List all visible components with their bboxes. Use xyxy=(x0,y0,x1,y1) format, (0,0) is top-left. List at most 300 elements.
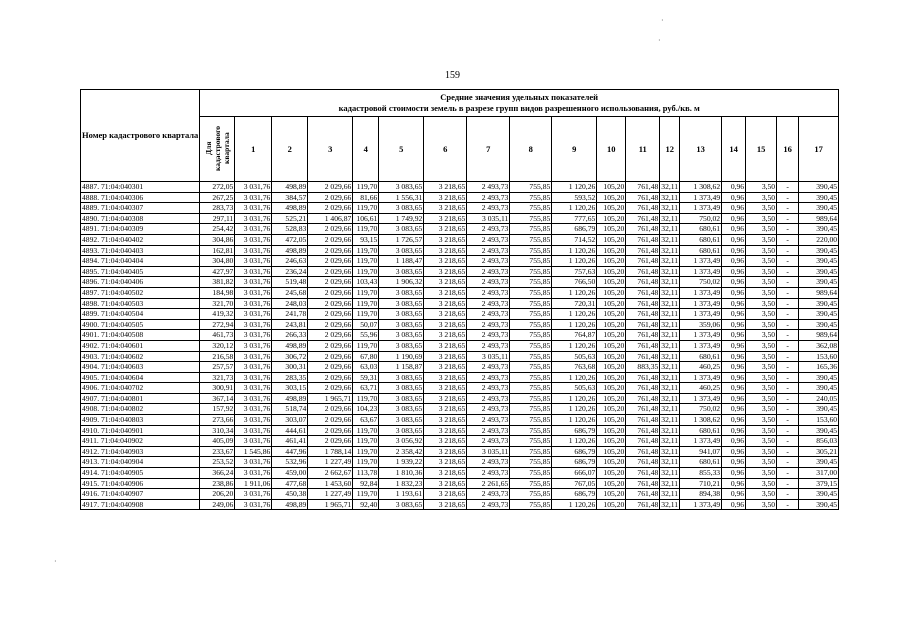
cell-group-4-value: 119,70 xyxy=(353,446,379,457)
cell-group-6-value: 3 218,65 xyxy=(424,234,467,245)
cell-group-2-value: 518,74 xyxy=(272,404,308,415)
cell-group-4-value: 119,70 xyxy=(353,245,379,256)
cell-group-1-value: 3 031,76 xyxy=(235,393,272,404)
cell-group-14-value: 0,96 xyxy=(722,478,746,489)
cell-group-2-value: 461,41 xyxy=(272,436,308,447)
cell-group-6-value: 3 218,65 xyxy=(424,182,467,193)
cell-kadastr-number: 4906. 71:04:040702 xyxy=(81,383,200,394)
cell-kadastr-number: 4895. 71:04:040405 xyxy=(81,266,200,277)
cell-group-3-value: 2 029,66 xyxy=(308,351,353,362)
cell-group-3-value: 2 029,66 xyxy=(308,298,353,309)
cell-group-8-value: 755,85 xyxy=(510,457,552,468)
cell-kadastr-number: 4907. 71:04:040801 xyxy=(81,393,200,404)
header-group-5: 5 xyxy=(379,117,424,182)
cell-group-6-value: 3 218,65 xyxy=(424,213,467,224)
cell-group-1-value: 3 031,76 xyxy=(235,182,272,193)
cell-group-8-value: 755,85 xyxy=(510,245,552,256)
cell-group-6-value: 3 218,65 xyxy=(424,287,467,298)
cell-group-14-value: 0,96 xyxy=(722,425,746,436)
cell-group-2-value: 472,05 xyxy=(272,234,308,245)
cell-group-9-value: 714,52 xyxy=(552,234,597,245)
cell-group-14-value: 0,96 xyxy=(722,245,746,256)
cell-group-13-value: 1 373,49 xyxy=(680,266,722,277)
cell-kvartal-value: 427,97 xyxy=(200,266,235,277)
cell-group-11-value: 761,48 xyxy=(626,234,660,245)
cell-group-13-value: 460,25 xyxy=(680,362,722,373)
cell-group-1-value: 3 031,76 xyxy=(235,457,272,468)
cell-group-15-value: 3,50 xyxy=(746,478,777,489)
cell-kvartal-value: 321,70 xyxy=(200,298,235,309)
header-group-13: 13 xyxy=(680,117,722,182)
cell-group-1-value: 3 031,76 xyxy=(235,192,272,203)
cell-group-9-value: 686,79 xyxy=(552,489,597,500)
cell-group-5-value: 3 083,65 xyxy=(379,224,424,235)
cell-group-5-value: 3 083,65 xyxy=(379,245,424,256)
cell-group-8-value: 755,85 xyxy=(510,383,552,394)
cell-group-14-value: 0,96 xyxy=(722,192,746,203)
cell-group-3-value: 1 406,87 xyxy=(308,213,353,224)
cell-group-9-value: 764,87 xyxy=(552,330,597,341)
cell-group-17-value: 390,45 xyxy=(799,182,839,193)
cell-group-3-value: 2 029,66 xyxy=(308,192,353,203)
cell-group-8-value: 755,85 xyxy=(510,478,552,489)
cell-group-1-value: 3 031,76 xyxy=(235,330,272,341)
cell-group-11-value: 761,48 xyxy=(626,404,660,415)
cell-group-15-value: 3,50 xyxy=(746,256,777,267)
cell-kadastr-number: 4901. 71:04:040508 xyxy=(81,330,200,341)
cell-group-7-value: 2 493,73 xyxy=(467,499,510,510)
cell-kadastr-number: 4888. 71:04:040306 xyxy=(81,192,200,203)
cell-group-16-value: - xyxy=(777,309,799,320)
table-row xyxy=(81,256,839,267)
cell-group-12-value: 32,11 xyxy=(661,362,679,372)
cell-kadastr-number: 4911. 71:04:040902 xyxy=(81,436,200,447)
table-row xyxy=(81,287,839,298)
cell-group-6-value: 3 218,65 xyxy=(424,436,467,447)
cell-kvartal-value: 366,24 xyxy=(200,468,235,479)
cell-group-15-value: 3,50 xyxy=(746,182,777,193)
cell-kadastr-number: 4914. 71:04:040905 xyxy=(81,468,200,479)
cell-group-2-value: 248,03 xyxy=(272,298,308,309)
header-main-title xyxy=(200,90,839,117)
cell-kvartal-value: 321,73 xyxy=(200,372,235,383)
cell-group-1-value: 3 031,76 xyxy=(235,224,272,235)
cell-group-16-value: - xyxy=(777,415,799,426)
cell-group-9-value: 1 120,26 xyxy=(552,436,597,447)
cell-group-6-value: 3 218,65 xyxy=(424,404,467,415)
cell-group-7-value: 2 493,73 xyxy=(467,330,510,341)
table-row xyxy=(81,468,839,479)
cell-group-5-value: 3 083,65 xyxy=(379,393,424,404)
cell-group-8-value: 755,85 xyxy=(510,277,552,288)
cell-kvartal-value: 304,80 xyxy=(200,256,235,267)
cell-group-10-value: 105,20 xyxy=(597,224,626,235)
cell-group-6-value: 3 218,65 xyxy=(424,351,467,362)
cell-group-2-value: 241,78 xyxy=(272,309,308,320)
cell-group-4-value: 119,70 xyxy=(353,393,379,404)
cell-group-16-value: - xyxy=(777,499,799,510)
cell-group-15-value: 3,50 xyxy=(746,298,777,309)
cell-group-10-value: 105,20 xyxy=(597,404,626,415)
cell-group-15-value: 3,50 xyxy=(746,362,777,373)
cell-group-15-value: 3,50 xyxy=(746,446,777,457)
cell-group-16-value: - xyxy=(777,224,799,235)
header-group-2: 2 xyxy=(272,117,308,182)
header-group-17: 17 xyxy=(799,117,839,182)
cell-group-4-value: 119,70 xyxy=(353,298,379,309)
cell-group-15-value: 3,50 xyxy=(746,277,777,288)
cell-group-3-value: 2 029,66 xyxy=(308,287,353,298)
cell-group-2-value: 300,31 xyxy=(272,362,308,373)
table-row xyxy=(81,362,839,373)
cell-group-16-value: - xyxy=(777,256,799,267)
cell-group-13-value: 750,02 xyxy=(680,213,722,224)
cell-group-17-value: 390,45 xyxy=(799,499,839,510)
cell-group-9-value: 763,68 xyxy=(552,362,597,373)
cell-group-17-value: 240,05 xyxy=(799,393,839,404)
cell-group-9-value: 1 120,26 xyxy=(552,256,597,267)
cell-group-12-value: 32,11 xyxy=(661,277,679,287)
cell-group-1-value: 3 031,76 xyxy=(235,362,272,373)
header-group-11: 11 xyxy=(626,117,660,182)
table-row xyxy=(81,489,839,500)
cell-group-8-value: 755,85 xyxy=(510,234,552,245)
cell-kvartal-value: 461,73 xyxy=(200,330,235,341)
cell-group-9-value: 666,07 xyxy=(552,468,597,479)
cell-group-16-value: - xyxy=(777,266,799,277)
cell-group-4-value: 119,70 xyxy=(353,287,379,298)
cell-group-16-value: - xyxy=(777,468,799,479)
cell-kadastr-number: 4912. 71:04:040903 xyxy=(81,446,200,457)
cell-group-11-value: 761,48 xyxy=(626,287,660,298)
cell-group-13-value: 1 308,62 xyxy=(680,182,722,193)
cell-group-13-value: 1 373,49 xyxy=(680,393,722,404)
table-row xyxy=(81,415,839,426)
cell-group-15-value: 3,50 xyxy=(746,404,777,415)
cell-group-9-value: 1 120,26 xyxy=(552,340,597,351)
cell-group-4-value: 119,70 xyxy=(353,203,379,214)
cell-group-4-value: 92,40 xyxy=(353,499,379,510)
cell-group-16-value: - xyxy=(777,319,799,330)
cell-group-3-value: 2 029,66 xyxy=(308,425,353,436)
cell-group-2-value: 498,89 xyxy=(272,182,308,193)
cell-kadastr-number: 4909. 71:04:040803 xyxy=(81,415,200,426)
cell-group-4-value: 50,07 xyxy=(353,319,379,330)
cell-group-6-value: 3 218,65 xyxy=(424,266,467,277)
cell-group-17-value: 317,00 xyxy=(799,468,839,479)
cell-group-8-value: 755,85 xyxy=(510,298,552,309)
cell-group-2-value: 498,89 xyxy=(272,340,308,351)
cell-group-10-value: 105,20 xyxy=(597,192,626,203)
cell-group-1-value: 3 031,76 xyxy=(235,383,272,394)
cell-group-7-value: 3 035,11 xyxy=(467,446,510,457)
cell-group-6-value: 3 218,65 xyxy=(424,446,467,457)
cell-group-12-value: 32,11 xyxy=(661,203,679,213)
table-row xyxy=(81,351,839,362)
cell-group-16-value: - xyxy=(777,277,799,288)
cell-kadastr-number: 4916. 71:04:040907 xyxy=(81,489,200,500)
cell-kadastr-number: 4904. 71:04:040603 xyxy=(81,362,200,373)
cell-kvartal-value: 272,05 xyxy=(200,182,235,193)
cell-group-11-value: 761,48 xyxy=(626,436,660,447)
cell-group-7-value: 2 493,73 xyxy=(467,203,510,214)
cell-group-7-value: 2 493,73 xyxy=(467,415,510,426)
cell-group-9-value: 1 120,26 xyxy=(552,393,597,404)
cell-kadastr-number: 4892. 71:04:040402 xyxy=(81,234,200,245)
cell-group-16-value: - xyxy=(777,182,799,193)
cell-group-16-value: - xyxy=(777,383,799,394)
cell-group-15-value: 3,50 xyxy=(746,224,777,235)
cell-group-17-value: 379,15 xyxy=(799,478,839,489)
cell-group-3-value: 1 227,49 xyxy=(308,457,353,468)
cell-group-2-value: 236,24 xyxy=(272,266,308,277)
cell-group-17-value: 390,45 xyxy=(799,203,839,214)
cell-group-13-value: 1 373,49 xyxy=(680,192,722,203)
cell-group-7-value: 2 493,73 xyxy=(467,298,510,309)
cell-group-5-value: 3 083,65 xyxy=(379,203,424,214)
cell-group-9-value: 1 120,26 xyxy=(552,309,597,320)
cell-group-11-value: 761,48 xyxy=(626,425,660,436)
cell-group-6-value: 3 218,65 xyxy=(424,425,467,436)
cell-kadastr-number: 4915. 71:04:040906 xyxy=(81,478,200,489)
cell-group-12-value: 32,11 xyxy=(661,446,679,456)
cell-kvartal-value: 381,82 xyxy=(200,277,235,288)
cell-group-13-value: 680,61 xyxy=(680,425,722,436)
cell-group-16-value: - xyxy=(777,234,799,245)
cell-group-15-value: 3,50 xyxy=(746,192,777,203)
cell-group-14-value: 0,96 xyxy=(722,330,746,341)
cell-group-6-value: 3 218,65 xyxy=(424,372,467,383)
cell-group-7-value: 2 493,73 xyxy=(467,340,510,351)
cell-group-15-value: 3,50 xyxy=(746,309,777,320)
cell-group-16-value: - xyxy=(777,330,799,341)
header-group-3: 3 xyxy=(308,117,353,182)
cell-group-17-value: 390,45 xyxy=(799,489,839,500)
cell-group-3-value: 2 029,66 xyxy=(308,266,353,277)
cell-group-13-value: 750,02 xyxy=(680,277,722,288)
cell-group-2-value: 266,33 xyxy=(272,330,308,341)
cell-group-16-value: - xyxy=(777,436,799,447)
cell-group-15-value: 3,50 xyxy=(746,330,777,341)
cell-group-10-value: 105,20 xyxy=(597,298,626,309)
scan-speck: · xyxy=(658,36,661,45)
cell-group-1-value: 3 031,76 xyxy=(235,372,272,383)
cell-kvartal-value: 419,32 xyxy=(200,309,235,320)
cell-group-17-value: 220,00 xyxy=(799,234,839,245)
cell-group-2-value: 303,15 xyxy=(272,383,308,394)
cell-group-9-value: 1 120,26 xyxy=(552,245,597,256)
cell-group-4-value: 63,67 xyxy=(353,415,379,426)
cell-group-11-value: 761,48 xyxy=(626,446,660,457)
cell-group-3-value: 2 029,66 xyxy=(308,415,353,426)
cell-group-13-value: 710,21 xyxy=(680,478,722,489)
cell-group-14-value: 0,96 xyxy=(722,319,746,330)
table-row xyxy=(81,203,839,214)
cell-group-3-value: 2 029,66 xyxy=(308,319,353,330)
cell-group-7-value: 2 493,73 xyxy=(467,489,510,500)
cell-group-16-value: - xyxy=(777,213,799,224)
cell-group-17-value: 390,45 xyxy=(799,298,839,309)
cell-group-5-value: 3 083,65 xyxy=(379,319,424,330)
cell-group-16-value: - xyxy=(777,404,799,415)
cell-group-1-value: 3 031,76 xyxy=(235,436,272,447)
cell-kvartal-value: 253,52 xyxy=(200,457,235,468)
cell-group-12-value: 32,11 xyxy=(661,245,679,255)
cell-group-14-value: 0,96 xyxy=(722,372,746,383)
cell-group-17-value: 165,36 xyxy=(799,362,839,373)
cell-kvartal-value: 157,92 xyxy=(200,404,235,415)
cell-group-1-value: 3 031,76 xyxy=(235,489,272,500)
cell-group-3-value: 1 788,14 xyxy=(308,446,353,457)
cell-kadastr-number: 4887. 71:04:040301 xyxy=(81,182,200,193)
cell-kvartal-value: 320,12 xyxy=(200,340,235,351)
cell-group-4-value: 103,43 xyxy=(353,277,379,288)
cell-group-11-value: 761,48 xyxy=(626,213,660,224)
cell-group-9-value: 1 120,26 xyxy=(552,415,597,426)
cell-group-6-value: 3 218,65 xyxy=(424,192,467,203)
cell-group-11-value: 761,48 xyxy=(626,415,660,426)
cell-group-11-value: 761,48 xyxy=(626,182,660,193)
cell-group-1-value: 3 031,76 xyxy=(235,425,272,436)
cell-group-8-value: 755,85 xyxy=(510,499,552,510)
cell-group-4-value: 106,61 xyxy=(353,213,379,224)
cell-group-13-value: 680,61 xyxy=(680,224,722,235)
cell-group-15-value: 3,50 xyxy=(746,372,777,383)
header-for-kvartal-label: Для кадастрового квартала xyxy=(203,125,231,171)
cell-group-14-value: 0,96 xyxy=(722,298,746,309)
cell-group-15-value: 3,50 xyxy=(746,319,777,330)
cell-group-8-value: 755,85 xyxy=(510,415,552,426)
cell-group-7-value: 2 493,73 xyxy=(467,362,510,373)
cell-group-13-value: 680,61 xyxy=(680,245,722,256)
cell-group-3-value: 1 965,71 xyxy=(308,393,353,404)
cell-group-12-value: 32,11 xyxy=(661,182,679,191)
cell-group-17-value: 390,45 xyxy=(799,266,839,277)
cell-group-17-value: 856,03 xyxy=(799,436,839,447)
cell-group-9-value: 1 120,26 xyxy=(552,203,597,214)
cell-kvartal-value: 300,91 xyxy=(200,383,235,394)
cell-group-13-value: 1 373,49 xyxy=(680,287,722,298)
cell-group-2-value: 532,96 xyxy=(272,457,308,468)
cell-group-3-value: 2 029,66 xyxy=(308,309,353,320)
cell-group-7-value: 2 493,73 xyxy=(467,425,510,436)
cell-group-9-value: 767,05 xyxy=(552,478,597,489)
cell-group-2-value: 498,89 xyxy=(272,245,308,256)
table-row xyxy=(81,234,839,245)
cell-group-14-value: 0,96 xyxy=(722,224,746,235)
cell-group-3-value: 2 029,66 xyxy=(308,340,353,351)
cell-kadastr-number: 4891. 71:04:040309 xyxy=(81,224,200,235)
cell-kvartal-value: 267,25 xyxy=(200,192,235,203)
cell-group-16-value: - xyxy=(777,245,799,256)
cell-group-5-value: 3 056,92 xyxy=(379,436,424,447)
cell-group-7-value: 2 493,73 xyxy=(467,266,510,277)
cell-group-14-value: 0,96 xyxy=(722,457,746,468)
cell-group-9-value: 593,52 xyxy=(552,192,597,203)
table-row xyxy=(81,330,839,341)
cell-group-7-value: 2 261,65 xyxy=(467,478,510,489)
cell-group-4-value: 119,70 xyxy=(353,340,379,351)
cell-group-12-value: 32,11 xyxy=(661,298,679,308)
cell-group-16-value: - xyxy=(777,192,799,203)
cell-group-13-value: 680,61 xyxy=(680,351,722,362)
cell-group-16-value: - xyxy=(777,489,799,500)
cell-group-2-value: 450,38 xyxy=(272,489,308,500)
cell-group-7-value: 2 493,73 xyxy=(467,319,510,330)
cell-group-16-value: - xyxy=(777,446,799,457)
cell-group-10-value: 105,20 xyxy=(597,457,626,468)
cell-group-7-value: 2 493,73 xyxy=(467,468,510,479)
header-group-8: 8 xyxy=(510,117,552,182)
cell-group-11-value: 761,48 xyxy=(626,224,660,235)
cell-group-5-value: 1 832,23 xyxy=(379,478,424,489)
cell-group-6-value: 3 218,65 xyxy=(424,362,467,373)
cell-group-13-value: 460,25 xyxy=(680,383,722,394)
cell-group-12-value: 32,11 xyxy=(661,415,679,425)
cell-group-1-value: 3 031,76 xyxy=(235,415,272,426)
cell-group-3-value: 2 029,66 xyxy=(308,436,353,447)
cell-kvartal-value: 238,86 xyxy=(200,478,235,489)
cell-group-9-value: 1 120,26 xyxy=(552,319,597,330)
cell-group-17-value: 390,45 xyxy=(799,425,839,436)
cell-group-3-value: 2 029,66 xyxy=(308,224,353,235)
cell-group-17-value: 153,60 xyxy=(799,415,839,426)
cell-group-14-value: 0,96 xyxy=(722,340,746,351)
cell-group-14-value: 0,96 xyxy=(722,256,746,267)
cadastral-value-table xyxy=(80,89,839,510)
cell-group-1-value: 3 031,76 xyxy=(235,277,272,288)
cell-kadastr-number: 4893. 71:04:040403 xyxy=(81,245,200,256)
cell-group-4-value: 92,84 xyxy=(353,478,379,489)
cell-group-16-value: - xyxy=(777,372,799,383)
cell-group-9-value: 686,79 xyxy=(552,446,597,457)
header-for-kvartal xyxy=(200,117,235,182)
cell-group-7-value: 2 493,73 xyxy=(467,234,510,245)
cell-group-8-value: 755,85 xyxy=(510,351,552,362)
cell-group-10-value: 105,20 xyxy=(597,478,626,489)
table-row xyxy=(81,319,839,330)
cell-kadastr-number: 4917. 71:04:040908 xyxy=(81,499,200,510)
cell-group-10-value: 105,20 xyxy=(597,182,626,193)
table-row xyxy=(81,499,839,510)
cell-group-7-value: 2 493,73 xyxy=(467,182,510,193)
cell-group-3-value: 2 029,66 xyxy=(308,234,353,245)
cell-kvartal-value: 405,09 xyxy=(200,436,235,447)
cell-group-15-value: 3,50 xyxy=(746,245,777,256)
table-row xyxy=(81,425,839,436)
cell-group-3-value: 2 029,66 xyxy=(308,362,353,373)
cell-group-12-value: 32,11 xyxy=(661,309,679,319)
cell-group-14-value: 0,96 xyxy=(722,436,746,447)
cell-group-17-value: 989,64 xyxy=(799,287,839,298)
cell-kadastr-number: 4905. 71:04:040604 xyxy=(81,372,200,383)
page-number: 159 xyxy=(445,70,460,81)
cell-group-12-value: 32,11 xyxy=(661,468,679,478)
cell-group-2-value: 444,61 xyxy=(272,425,308,436)
header-group-6: 6 xyxy=(424,117,467,182)
cell-kvartal-value: 310,34 xyxy=(200,425,235,436)
table-row xyxy=(81,393,839,404)
cell-group-7-value: 2 493,73 xyxy=(467,224,510,235)
cell-group-6-value: 3 218,65 xyxy=(424,468,467,479)
cell-group-1-value: 3 031,76 xyxy=(235,309,272,320)
cell-group-12-value: 32,11 xyxy=(661,266,679,276)
cell-group-13-value: 1 373,49 xyxy=(680,372,722,383)
cell-group-10-value: 105,20 xyxy=(597,245,626,256)
table-row xyxy=(81,383,839,394)
cell-group-13-value: 1 373,49 xyxy=(680,298,722,309)
cell-group-5-value: 3 083,65 xyxy=(379,182,424,193)
